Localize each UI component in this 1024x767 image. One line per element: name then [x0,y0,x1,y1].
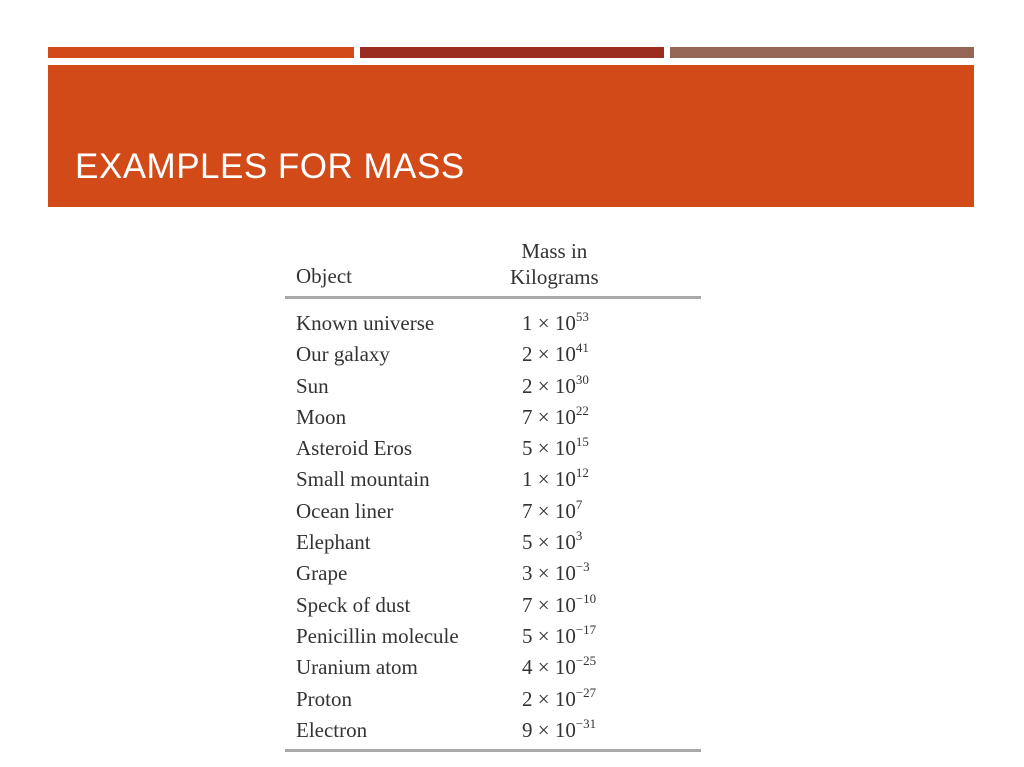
mass-mantissa: 2 × 10 [522,686,576,711]
mass-table [285,236,701,752]
table-row [285,685,701,716]
mass-exponent: 15 [575,434,589,450]
mass-value [522,402,589,430]
mass-value [522,311,589,336]
mass-value [522,496,583,524]
object-name: Electron [296,717,368,742]
table-row [285,622,701,653]
accent-bar-brown [670,47,974,58]
mass-mantissa: 9 × 10 [522,717,576,742]
object-name: Known universe [296,311,435,335]
object-name: Small mountain [296,467,430,492]
bottom-rule [285,749,701,752]
table-row [285,528,701,559]
mass-value [522,561,590,586]
table-row [285,372,701,403]
mass-value [522,467,589,492]
mass-mantissa: 7 × 10 [522,592,576,617]
mass-exponent: −25 [575,653,597,669]
table-row [285,309,701,340]
mass-value [522,590,597,618]
object-name: Speck of dust [296,592,411,617]
mass-mantissa: 4 × 10 [522,655,576,680]
mass-value [522,655,596,680]
table-row [285,591,701,622]
object-name: Sun [296,373,329,398]
mass-value [522,621,597,649]
header-mass-line2: Kilograms [510,265,599,289]
table-row [285,653,701,684]
table-row [285,340,701,371]
mass-exponent: 3 [575,528,583,544]
mass-value [522,715,597,743]
title-banner [48,65,974,207]
table-row [285,465,701,496]
mass-value [522,371,589,399]
object-name: Grape [296,561,348,586]
object-name: Our galaxy [296,342,390,367]
mass-exponent: −3 [575,559,590,575]
mass-mantissa: 2 × 10 [522,373,576,398]
mass-mantissa: 1 × 10 [522,311,576,335]
mass-mantissa: 5 × 10 [522,436,576,461]
accent-bar-red [360,47,664,58]
mass-mantissa: 2 × 10 [522,342,576,367]
mass-value [522,684,597,712]
mass-mantissa: 5 × 10 [522,530,576,555]
mass-mantissa: 5 × 10 [522,623,576,648]
header-object: Object [296,264,352,288]
table-row [285,559,701,590]
object-name: Proton [296,686,353,711]
object-name: Penicillin molecule [296,623,459,648]
mass-exponent: 53 [575,309,589,324]
mass-exponent: −31 [575,715,597,731]
accent-bar-orange [48,47,354,58]
mass-value [522,342,589,367]
mass-exponent: 22 [575,402,589,418]
mass-exponent: −10 [575,590,597,606]
mass-exponent: 30 [575,371,589,387]
mass-mantissa: 7 × 10 [522,404,576,429]
mass-mantissa: 1 × 10 [522,467,576,492]
mass-mantissa: 7 × 10 [522,498,576,523]
object-name: Uranium atom [296,655,418,680]
mass-exponent: 41 [575,340,589,356]
mass-mantissa: 3 × 10 [522,561,576,586]
slide-title: EXAMPLES FOR MASS [75,147,465,186]
object-name: Moon [296,404,347,429]
table-body [285,299,701,747]
table-row [285,716,701,747]
mass-value [522,530,582,555]
mass-exponent: 7 [575,496,583,512]
header-mass [510,238,599,290]
header-mass-line1: Mass in [521,239,588,263]
object-name: Elephant [296,530,371,555]
object-name: Asteroid Eros [296,436,413,461]
mass-value [522,436,589,461]
table-row [285,434,701,465]
object-name: Ocean liner [296,498,394,523]
table-header [285,236,701,296]
mass-exponent: −27 [575,684,597,700]
table-row [285,403,701,434]
table-row [285,497,701,528]
mass-exponent: 12 [575,465,589,481]
mass-exponent: −17 [575,621,597,637]
